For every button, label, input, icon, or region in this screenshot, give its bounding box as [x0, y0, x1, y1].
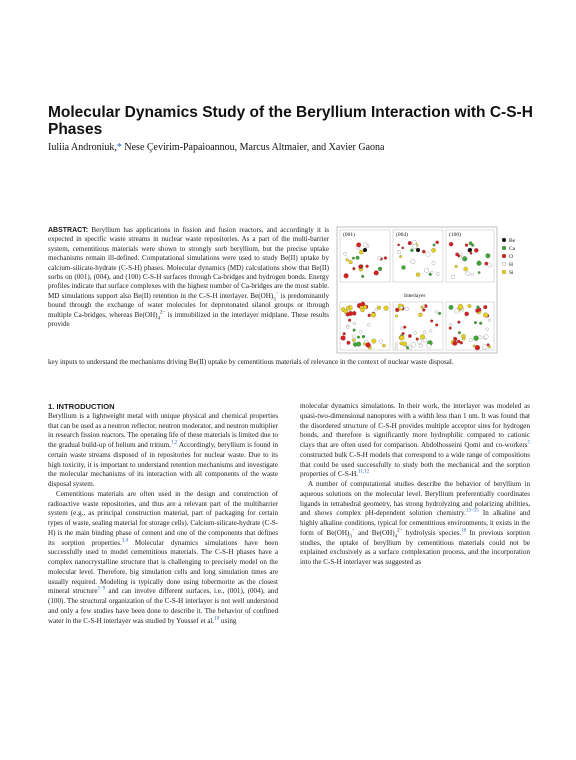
atom-ca — [378, 267, 382, 271]
author-list — [48, 142, 534, 153]
atom-h — [405, 307, 408, 310]
atom-o — [430, 320, 433, 323]
atom-si — [416, 273, 420, 277]
atom-h — [431, 271, 434, 274]
atom-si — [346, 306, 349, 309]
panel-label-001: (001) — [343, 232, 355, 238]
atom-ca — [410, 249, 413, 252]
atom-ca — [361, 275, 364, 278]
atom-o — [449, 327, 452, 330]
atom-si — [431, 248, 435, 252]
atom-o — [403, 326, 406, 329]
atom-h — [400, 306, 403, 309]
atom-ca — [479, 322, 482, 325]
atom-h — [359, 330, 362, 333]
panel-label-100: (100) — [449, 232, 461, 238]
atom-ca — [486, 254, 491, 259]
atom-si — [421, 306, 424, 309]
atom-si — [382, 344, 385, 347]
citation-link[interactable]: 10 — [214, 616, 220, 622]
atom-si — [399, 255, 402, 258]
atom-ca — [478, 271, 480, 273]
atom-h — [417, 340, 421, 344]
citation-link[interactable]: 11,12 — [358, 469, 370, 475]
section-heading-introduction: 1. INTRODUCTION — [48, 402, 115, 411]
atom-h — [429, 329, 432, 332]
atom-o — [348, 319, 351, 322]
atom-h — [367, 323, 370, 326]
atom-o — [358, 265, 362, 269]
legend-label-si: Si — [509, 270, 514, 276]
atom-h — [484, 335, 488, 339]
atom-legend — [502, 238, 516, 276]
atom-o — [361, 302, 365, 306]
citation-link[interactable]: 5−9 — [97, 586, 106, 592]
abstract-text: Beryllium has applications in fission and fusion reactors, and accordingly it is expected in specific waste streams in nuclear waste repositories. As a part of the multi-barrier system, cementitious materials were shown to strongly sorb beryllium, but the precise uptake mechanisms remain ill-defined. Computational simulations were used to study Be(II) uptake by calcium-silicate-hydrate (C-S-H) phases. Molecular dynamics (MD) calculations show that Be(II) sorbs on (001), (004), and (100) C-S-H surfaces through Ca-bridges and hydrogen bonds. Energy profiles indicate that surface complexes with the highest number of Ca-bridges are the most stable. MD simulations support also Be(II) retention in the C-S-H interlayer. Be(OH) — [48, 226, 329, 300]
paragraph: A number of computational studies describe the behavior of beryllium in aqueous solutions on the molecular level. Beryllium preferentially coordinates ligands in tetrahedral geometry, has strong hydrolyzing and polarizing abilities, and shows complex pH-dependent solution chemistry.$^{13-15}$ In alkaline and highly alkaline conditions, typical for cementitious environments, it exists in the form of $Be(OH)_3^-$ and $Be(OH)_4^{2-}$ hydrolysis species.$^{16}$ In previous sorption studies, the uptake of beryllium by cementitious materials could not be explained exclusively as a surface complexation process, and the incorporation into the C-S-H interlayer was suggested as — [300, 480, 530, 566]
atom-si — [395, 315, 398, 318]
legend-label-o: O — [509, 254, 513, 260]
atom-o — [344, 273, 349, 278]
atom-si — [371, 313, 376, 318]
atom-o — [402, 247, 404, 249]
atom-ca — [402, 266, 406, 270]
atom-ca — [406, 346, 409, 349]
atom-h — [379, 340, 383, 344]
atom-h — [469, 339, 472, 342]
atom-o — [457, 340, 460, 343]
atom-h — [343, 252, 346, 255]
atom-h — [466, 272, 470, 276]
atom-o — [366, 265, 369, 268]
atom-o — [347, 341, 351, 345]
atom-h — [424, 268, 429, 273]
atom-ca — [462, 256, 467, 261]
atom-ca — [352, 257, 355, 260]
subscript: 3 — [273, 297, 276, 303]
atom-h — [482, 345, 487, 350]
paragraph: molecular dynamics simulations. In their work, the interlayer was modeled as quasi-two-dimensional nanopores with a width less than 1 nm. It was found that the disordered structure of C-S-H provides multiple acceptor sites for hydrogen bonds, and therefore is significantly more hydrophilic compared to cationic clays that are often used for comparison. Abdolhosseini Qomi and co-workers$^5$ constructed bulk C-S-H models that correspond to a wide range of compositions that could be used successfully to study both the mechanical and the sorption properties of C-S-H.$^{11,12}$ — [300, 402, 530, 479]
atom-h — [432, 261, 436, 265]
atom-ca — [438, 312, 441, 315]
atom-h — [397, 250, 401, 254]
atom-si — [473, 345, 476, 348]
atom-h — [423, 338, 427, 342]
atom-h — [426, 252, 431, 257]
atom-h — [400, 327, 403, 330]
legend-swatch-o — [502, 254, 506, 258]
atom-o — [485, 262, 488, 265]
atom-o — [366, 343, 371, 348]
atom-h — [353, 322, 356, 325]
atom-o — [374, 271, 379, 276]
atom-h — [363, 243, 368, 248]
citation-link[interactable]: 16 — [461, 528, 467, 534]
legend-swatch-si — [502, 270, 506, 274]
atom-h — [486, 328, 489, 331]
atom-h — [378, 257, 381, 260]
column-right — [300, 402, 530, 568]
atom-o — [453, 337, 457, 341]
superscript: 2− — [159, 310, 166, 316]
atom-ca — [357, 336, 360, 339]
atom-si — [488, 346, 491, 349]
atom-si — [352, 339, 355, 342]
atom-o — [341, 336, 346, 341]
column-left — [48, 402, 278, 626]
atom-h — [411, 342, 416, 347]
atom-o — [436, 241, 439, 244]
atom-h — [411, 259, 416, 264]
atom-si — [462, 337, 465, 340]
atom-o — [453, 341, 458, 346]
atom-o — [470, 252, 472, 254]
atom-o — [475, 345, 480, 350]
atom-ca — [356, 256, 360, 260]
atom-h — [352, 335, 355, 338]
atom-si — [458, 304, 463, 309]
atom-o — [449, 242, 453, 246]
atom-o — [422, 309, 425, 312]
paragraph: Cementitious materials are often used in the design and construction of radioactive waste repositories, and thus are a relevant part of the multibarrier system (e.g., as principal construction material, part of packaging for certain types of waste, sealing material for storage cells). Calcium-silicate-hydrate (C-S-H) is the main binding phase of cement and one of the components that defines its sorption properties.$^{3,4}$ Molecular dynamics simulations have been successfully used to model cementitious materials. The C-S-H phases have a complex nanocrystalline structure that is challenging to precisely model on the molecular level. Therefore, big simulation cells and long simulation times are usually required. Modeling is typically done using tobermorite as the closest mineral structure$^{5-9}$ and can involve different surfaces, i.e., (001), (004), and (100). The structural organization of the C-S-H interlayer is not well understood and only a few studies have been done to describe it. The behavior of confined water in the C-S-H interlayer was studied by Youssef et al.$^{10}$ using — [48, 489, 279, 625]
legend-label-h: H — [509, 262, 513, 268]
atom-o — [458, 321, 461, 324]
citation-link[interactable]: 3,4 — [121, 538, 129, 544]
atom-ca — [477, 306, 480, 309]
atom-o — [368, 314, 371, 317]
atom-h — [460, 253, 463, 256]
atom-si — [372, 339, 377, 344]
atom-ca — [458, 331, 461, 334]
atom-si — [402, 342, 407, 347]
atom-si — [346, 258, 349, 261]
atom-h — [346, 326, 349, 329]
atom-h — [395, 343, 398, 346]
atom-o — [435, 324, 438, 327]
atom-h — [435, 311, 438, 314]
corresponding-author-mark[interactable]: * — [116, 142, 122, 153]
atom-o — [397, 244, 399, 246]
legend-label-be: Be — [509, 238, 516, 244]
atom-ca — [477, 261, 482, 266]
abstract-continuation: key inputs to understand the mechanisms driving Be(II) uptake by cementitious materials of relevance in the context of nuclear waste disposal. — [48, 358, 454, 366]
interlayer-molecules — [340, 302, 494, 350]
atom-ca — [362, 335, 365, 338]
atom-o — [465, 244, 468, 247]
abstract-text: is predominantly bound through the exchange of water molecules for deprotonated silanol groups or through multiple Ca-bridges, whereas Be(OH) — [48, 291, 329, 319]
atom-o — [483, 305, 487, 309]
legend-label-ca: Ca — [509, 246, 516, 252]
atom-si — [361, 308, 365, 312]
atom-si — [483, 313, 488, 318]
atom-h — [414, 332, 417, 335]
atom-h — [427, 344, 431, 348]
atom-o — [356, 243, 361, 248]
abstract-label: ABSTRACT: — [48, 227, 89, 234]
abstract-text: is immobilized in the interlayer midplane. These results provide — [48, 310, 330, 329]
atom-h — [423, 331, 426, 334]
citation-link[interactable]: 1,2 — [170, 440, 178, 446]
atom-ca — [471, 244, 474, 247]
author-rest: Nese Çevirim-Papaioannou, Marcus Altmaier, and Xavier Gaona — [121, 142, 385, 153]
atom-si — [359, 250, 363, 254]
atom-be — [363, 248, 367, 252]
atom-h — [449, 323, 452, 326]
atom-o — [402, 332, 405, 335]
atom-h — [488, 319, 491, 322]
atom-h — [471, 273, 474, 276]
atom-h — [412, 240, 416, 244]
atom-o — [408, 241, 412, 245]
atom-si — [418, 313, 422, 317]
atom-h — [419, 344, 422, 347]
atom-si — [455, 265, 458, 268]
paper-title: Molecular Dynamics Study of the Beryllium Interaction with C-S-H Phases — [48, 104, 533, 138]
atom-be — [416, 248, 420, 252]
atom-o — [353, 267, 356, 270]
atom-h — [412, 244, 417, 249]
atom-h — [395, 346, 398, 349]
legend-swatch-ca — [502, 246, 506, 250]
atom-h — [451, 275, 455, 279]
atom-o — [384, 257, 387, 260]
subscript: 4 — [157, 316, 160, 322]
atom-ca — [449, 305, 454, 310]
atom-o — [474, 248, 478, 252]
citation-link[interactable]: 5 — [527, 440, 530, 446]
atom-o — [465, 312, 469, 316]
atom-ca — [353, 329, 356, 332]
atom-si — [349, 260, 353, 264]
atom-si — [468, 304, 472, 308]
author-first: Iuliia Androniuk, — [48, 142, 117, 153]
atom-h — [436, 272, 439, 275]
atom-si — [400, 336, 405, 341]
atom-h — [375, 308, 378, 311]
atom-o — [408, 334, 411, 337]
panel-label-004: (004) — [396, 232, 408, 238]
legend-swatch-be — [502, 238, 506, 242]
interlayer-label: Interlayer — [404, 293, 426, 299]
atom-o — [422, 250, 425, 253]
atom-ca — [356, 342, 361, 347]
citation-link[interactable]: 13−15 — [465, 508, 479, 514]
atom-be — [468, 248, 472, 252]
atom-ca — [474, 321, 477, 324]
atom-ca — [474, 336, 479, 341]
atom-si — [384, 306, 389, 311]
paragraph: Beryllium is a lightweight metal with unique physical and chemical properties that can be used as a neutron reflector, neutron moderator, and neutron multiplier in research fission reactors. The operating life of these materials is limited due to the gradual build-up of helium and tritium.$^{1,2}$ Accordingly, beryllium is found in certain waste streams disposed of in repositories for nuclear waste. Due to its high toxicity, it is important to understand retention mechanisms and investigate the molecular mechanisms of its interaction with all components of the waste disposal system. — [48, 411, 278, 488]
atom-o — [458, 255, 460, 257]
atom-o — [343, 332, 346, 335]
toc-graphic — [336, 226, 536, 354]
atom-ca — [433, 244, 436, 247]
atom-si — [464, 267, 468, 271]
abstract — [48, 226, 329, 329]
superscript: − — [275, 291, 279, 297]
legend-swatch-h — [502, 262, 506, 266]
atom-o — [348, 311, 353, 316]
